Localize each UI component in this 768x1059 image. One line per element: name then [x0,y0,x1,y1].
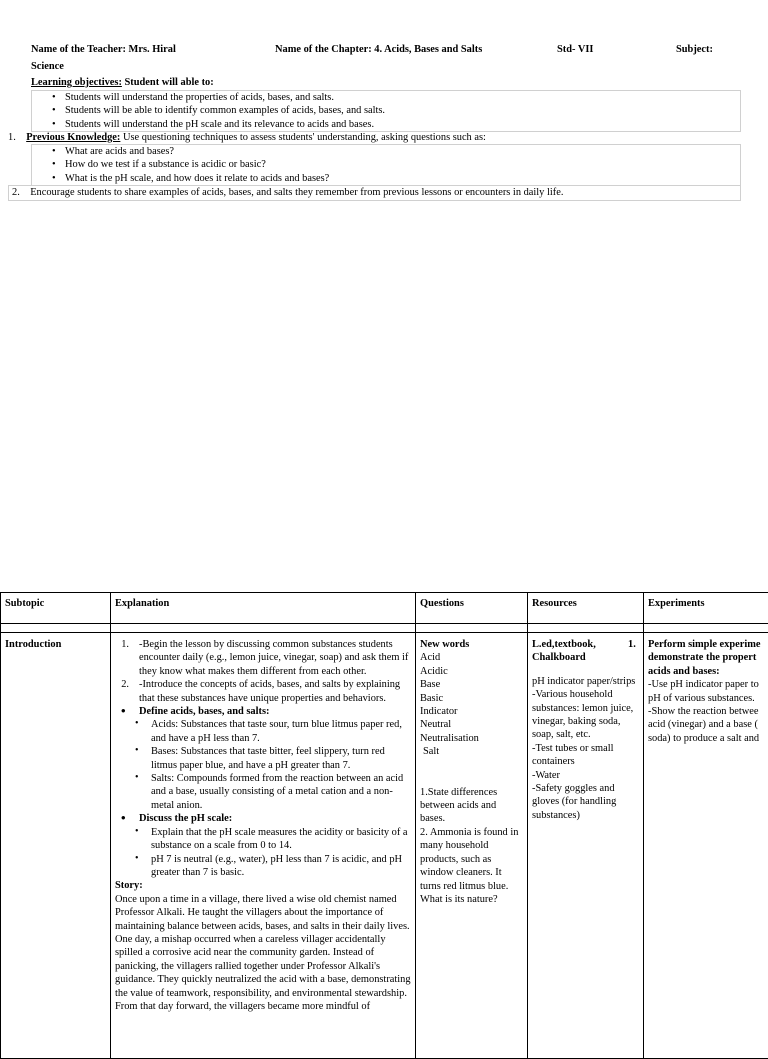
list-item: • Students will be able to identify common examples of acids, bases, and salts. [47,104,385,117]
list-item: • pH 7 is neutral (e.g., water), pH less than 7 is acidic, and pH greater than 7 is basic. [115,853,411,880]
list-item: • Salts: Compounds formed from the reaction between an acid and a base, usually consisting of a metal cation and a non-metal anion. [115,772,411,812]
explanation-item-1: 1. -Begin the lesson by discussing common substances students encounter daily (e.g., lemon juice, vinegar, soap) and ask them if they know what makes them different from each other. [115,638,411,678]
list-item: Indicator [420,705,523,718]
learning-objectives-subtitle: Student will able to: [125,77,214,88]
header-questions: Questions [416,593,528,624]
list-item: Salt [420,745,523,758]
previous-knowledge-text: Use questioning techniques to assess students' understanding, asking questions such as: [123,132,486,143]
resources-cell [528,633,644,1059]
std-label: Std- VII [557,43,593,56]
list-item: Base [420,678,523,691]
list-item: -Test tubes or small containers [532,742,639,769]
subtopic-cell [1,633,111,1059]
previous-knowledge-title: Previous Knowledge: [26,132,120,143]
encourage-text: Encourage students to share examples of acids, bases, and salts they remember from previous lessons or encounters in daily life. [30,187,563,198]
subtopic-introduction: Introduction [5,639,61,650]
list-item: • Students will understand the pH scale and its relevance to acids and bases. [47,118,385,131]
previous-knowledge-list [47,145,329,185]
header-explanation: Explanation [111,593,416,624]
list-item: • Acids: Substances that taste sour, turn blue litmus paper red, and have a pH less than 7. [115,718,411,745]
list-item: -Various household substances: lemon juice, vinegar, baking soda, soap, salt, etc. [532,688,639,742]
list-item: pH indicator paper/strips [532,675,639,688]
questions-cell [416,633,528,1059]
header-resources: Resources [528,593,644,624]
define-heading: • Define acids, bases, and salts: [115,705,411,718]
list-item: Acidic [420,665,523,678]
header-experiments: Experiments [644,593,768,624]
list-item: -Water [532,769,639,782]
table-row [1,633,768,1059]
list-item: • Bases: Substances that taste bitter, feel slippery, turn red litmus paper blue, and have a pH greater than 7. [115,745,411,772]
ph-heading: • Discuss the pH scale: [115,812,411,825]
list-item: Basic [420,692,523,705]
explanation-cell [111,633,416,1059]
header-subtopic: Subtopic [1,593,111,624]
question-1: 1.State differences between acids and bases. [420,786,523,826]
experiments-cell [644,633,768,1059]
encourage-number: 2. [12,187,20,198]
list-item: -Safety goggles and gloves (for handling substances) [532,782,639,822]
question-2: 2. Ammonia is found in many household products, such as window cleaners. It turns red litmus blue. What is its nature? [420,826,523,906]
experiment-1: 1. Perform simple experime demonstrate the propert acids and bases: -Use pH indicator paper to pH of various substances. -Show the reaction betwee acid (vinegar) and a base ( soda) to produce a salt and [644,638,768,745]
list-item: Neutral [420,718,523,731]
new-words-heading: New words [420,638,523,651]
resources-heading: L.ed,textbook, Chalkboard [532,638,639,665]
table-header-row [1,593,768,624]
learning-objectives-title: Learning objectives: [31,77,122,88]
table-spacer-row [1,624,768,633]
previous-knowledge-number: 1. [8,132,16,143]
teacher-name: Name of the Teacher: Mrs. Hiral [31,43,176,56]
explanation-item-2: 2. -Introduce the concepts of acids, bases, and salts by explaining that these substances have unique properties and behaviors. [115,678,411,705]
encourage [12,186,563,199]
list-item: Neutralisation [420,732,523,745]
lesson-plan-table [0,592,768,1059]
story-text: Once upon a time in a village, there lived a wise old chemist named Professor Alkali. He taught the villagers about the importance of maintaining balance between acids, bases, and salts in their daily lives. One day, a mishap occurred when a careless villager accidentally spilled a corrosive acid near the community garden. Instead of panicking, the villagers rallied together under Professor Alkali's guidance. They quickly neutralized the acid with a base, demonstrating the value of teamwork, responsibility, and environmental stewardship. From that day forward, the villagers became more mindful of [115,893,411,1014]
learning-objectives-list [47,91,385,131]
subject-value: Science [31,60,64,73]
list-item: • Explain that the pH scale measures the acidity or basicity of a substance on a scale from 0 to 14. [115,826,411,853]
list-item: • What is the pH scale, and how does it relate to acids and bases? [47,172,329,185]
list-item: • Students will understand the properties of acids, bases, and salts. [47,91,385,104]
list-item: • How do we test if a substance is acidic or basic? [47,158,329,171]
list-item: • What are acids and bases? [47,145,329,158]
story-heading: Story: [115,879,411,892]
chapter-name: Name of the Chapter: 4. Acids, Bases and Salts [275,43,482,56]
learning-objectives-heading [31,76,214,89]
previous-knowledge [8,131,486,144]
list-item: Acid [420,651,523,664]
subject-label: Subject: [676,43,713,56]
